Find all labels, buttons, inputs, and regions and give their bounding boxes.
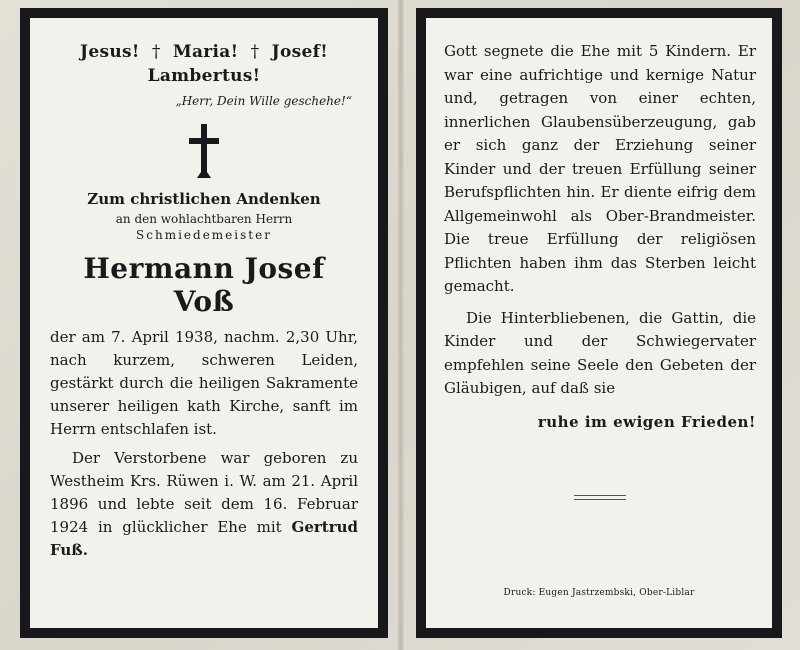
- spouse-name: Gertrud Fuß.: [50, 518, 358, 559]
- small-cross-icon: †: [250, 42, 260, 62]
- latin-cross-icon: [186, 122, 222, 180]
- small-cross-icon: †: [151, 42, 161, 62]
- occupation: Schmiedemeister: [136, 228, 272, 242]
- biography-text: Der Verstorbene war geboren zu Westheim Krs. Rüwen i. W. am 21. April 1896 und lebte seit dem 16. Februar 1924 in glücklicher Ehe mit: [50, 449, 358, 536]
- left-panel-border: [20, 8, 388, 638]
- motto: „Herr, Dein Wille geschehe!“: [175, 94, 352, 108]
- biography-paragraph: [50, 447, 358, 562]
- death-notice-paragraph: der am 7. April 1938, nachm. 2,30 Uhr, nach kurzem, schweren Leiden, gestärkt durch die heiligen Sakramente unserer heiligen kath Kirche, sanft im Herrn entschlafen ist.: [50, 328, 358, 438]
- deceased-name: Hermann Josef Voß: [83, 252, 325, 318]
- right-panel: [426, 18, 772, 628]
- invocation: [50, 40, 358, 88]
- divider: [574, 495, 626, 500]
- prayer-request-paragraph: Die Hinterbliebenen, die Gattin, die Kinder und der Schwiegervater empfehlen seine Seele den Gebeten der Gläubigen, auf daß sie: [444, 308, 756, 397]
- divider-line: [574, 495, 626, 496]
- character-paragraph: Gott segnete die Ehe mit 5 Kindern. Er war eine aufrichtige und kernige Natur und, getragen von einer echten, innerlichen Glaubensüberzeugung, gab er sich ganz der Erziehung seiner Kinder und der treuen Erfüllung seiner Berufspflichten hin. Er diente eifrig dem Allgemeinwohl als Ober-Brandmeister. Die treue Erfüllung der religiösen Pflichten haben ihm das Sterben leicht gemacht.: [444, 42, 756, 295]
- invocation-josef: Josef!: [271, 42, 328, 62]
- memory-subtitle: an den wohlachtbaren Herrn: [115, 212, 293, 226]
- invocation-lambertus: Lambertus!: [147, 66, 261, 86]
- invocation-maria: Maria!: [172, 42, 239, 62]
- invocation-jesus: Jesus!: [79, 42, 140, 62]
- divider-line: [574, 499, 626, 500]
- right-panel-border: [416, 8, 782, 638]
- card-fold: [398, 0, 404, 650]
- memory-title: Zum christlichen Andenken: [87, 190, 321, 208]
- closing-line: ruhe im ewigen Frieden!: [537, 412, 756, 431]
- left-panel: [30, 18, 378, 628]
- printer-imprint: Druck: Eugen Jastrzembski, Ober-Liblar: [503, 588, 695, 598]
